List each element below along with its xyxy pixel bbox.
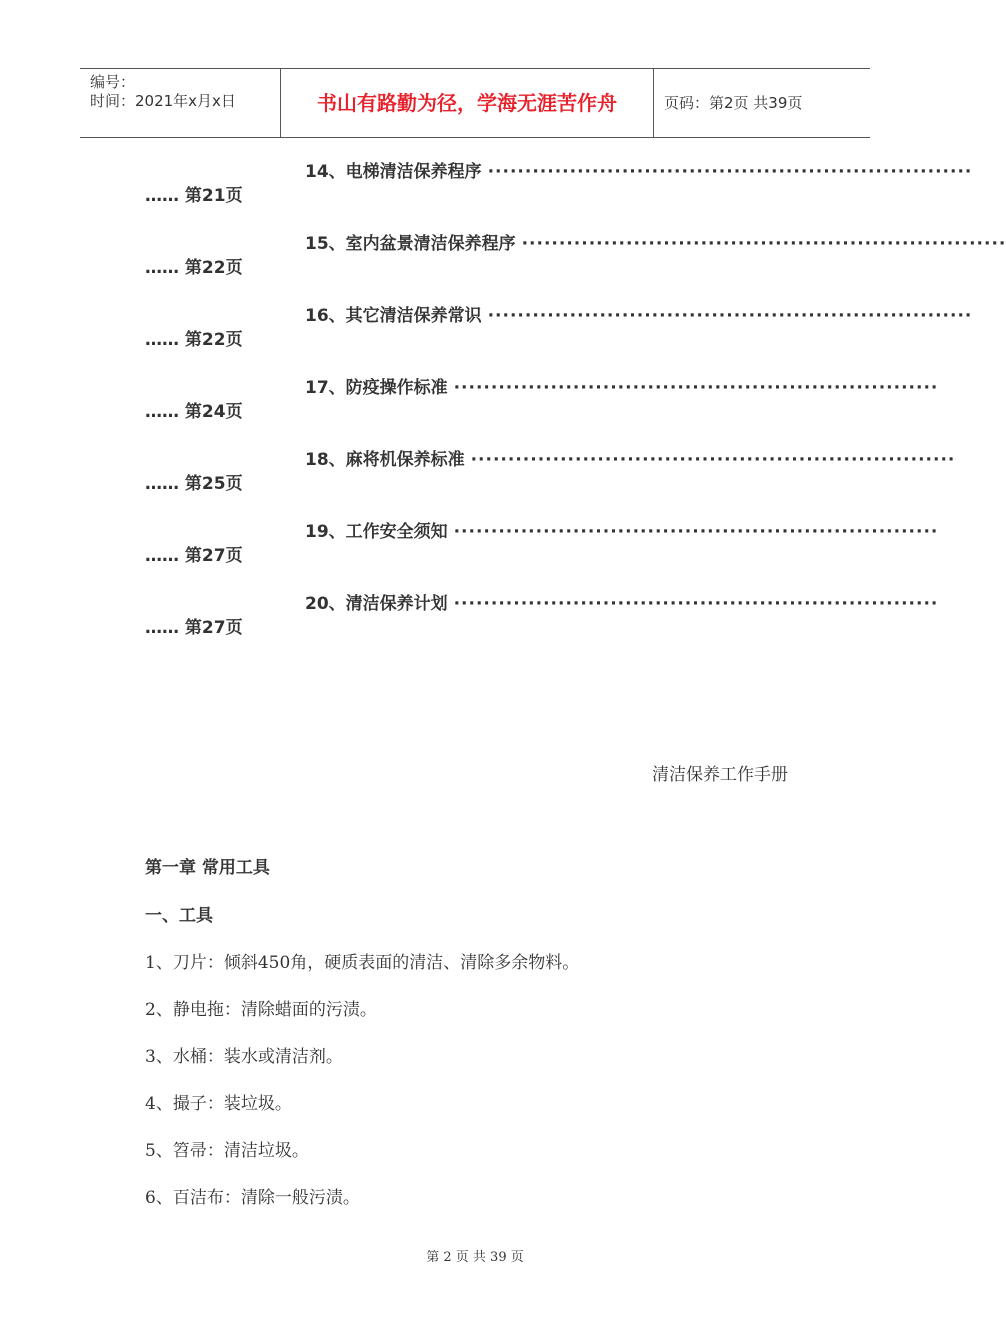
toc-page-ref: …… 第25页 — [145, 474, 243, 494]
list-item: 6、百洁布：清除一般污渍。 — [145, 1188, 360, 1208]
toc-page-ref: …… 第27页 — [145, 546, 243, 566]
toc-page-ref: …… 第22页 — [145, 258, 243, 278]
toc-entry: 18、麻将机保养标准 ································································· — [305, 450, 956, 470]
manual-title: 清洁保养工作手册 — [652, 765, 788, 785]
toc-title: 18、麻将机保养标准 — [305, 450, 465, 470]
toc-entry: 20、清洁保养计划 ································································· — [305, 594, 939, 614]
toc-title: 15、室内盆景清洁保养程序 — [305, 234, 516, 254]
toc-entry: 16、其它清洁保养常识 ································································· — [305, 306, 973, 326]
toc-page-ref: …… 第27页 — [145, 618, 243, 638]
list-item: 3、水桶：装水或清洁剂。 — [145, 1047, 343, 1067]
header-meta — [80, 69, 281, 137]
toc-title: 17、防疫操作标准 — [305, 378, 448, 398]
toc-entry: 14、电梯清洁保养程序 ································································· — [305, 162, 973, 182]
section-heading: 一、工具 — [145, 906, 213, 926]
toc-title: 14、电梯清洁保养程序 — [305, 162, 482, 182]
list-item: 4、撮子：装垃圾。 — [145, 1094, 292, 1114]
chapter-heading: 第一章 常用工具 — [145, 858, 270, 878]
toc-entry: 17、防疫操作标准 ································································· — [305, 378, 939, 398]
page-footer: 第 2 页 共 39 页 — [426, 1250, 524, 1265]
toc-title: 16、其它清洁保养常识 — [305, 306, 482, 326]
toc-entry: 15、室内盆景清洁保养程序 ································································· — [305, 234, 1006, 254]
header-page-code: 页码：第2页 共39页 — [664, 94, 803, 112]
toc-title: 19、工作安全须知 — [305, 522, 448, 542]
toc-entry: 19、工作安全须知 ································································· — [305, 522, 939, 542]
list-item: 2、静电拖：清除蜡面的污渍。 — [145, 1000, 377, 1020]
header-motto: 书山有路勤为径，学海无涯苦作舟 — [281, 69, 654, 137]
toc-title: 20、清洁保养计划 — [305, 594, 448, 614]
toc-page-ref: …… 第22页 — [145, 330, 243, 350]
toc-page-ref: …… 第24页 — [145, 402, 243, 422]
list-item: 1、刀片：倾斜450角，硬质表面的清洁、清除多余物料。 — [145, 953, 580, 973]
toc-page-ref: …… 第21页 — [145, 186, 243, 206]
list-item: 5、笤帚：清洁垃圾。 — [145, 1141, 309, 1161]
page-header — [80, 68, 870, 138]
document-time: 时间：2021年x月x日 — [90, 92, 236, 110]
document-number-label: 编号： — [90, 73, 136, 91]
